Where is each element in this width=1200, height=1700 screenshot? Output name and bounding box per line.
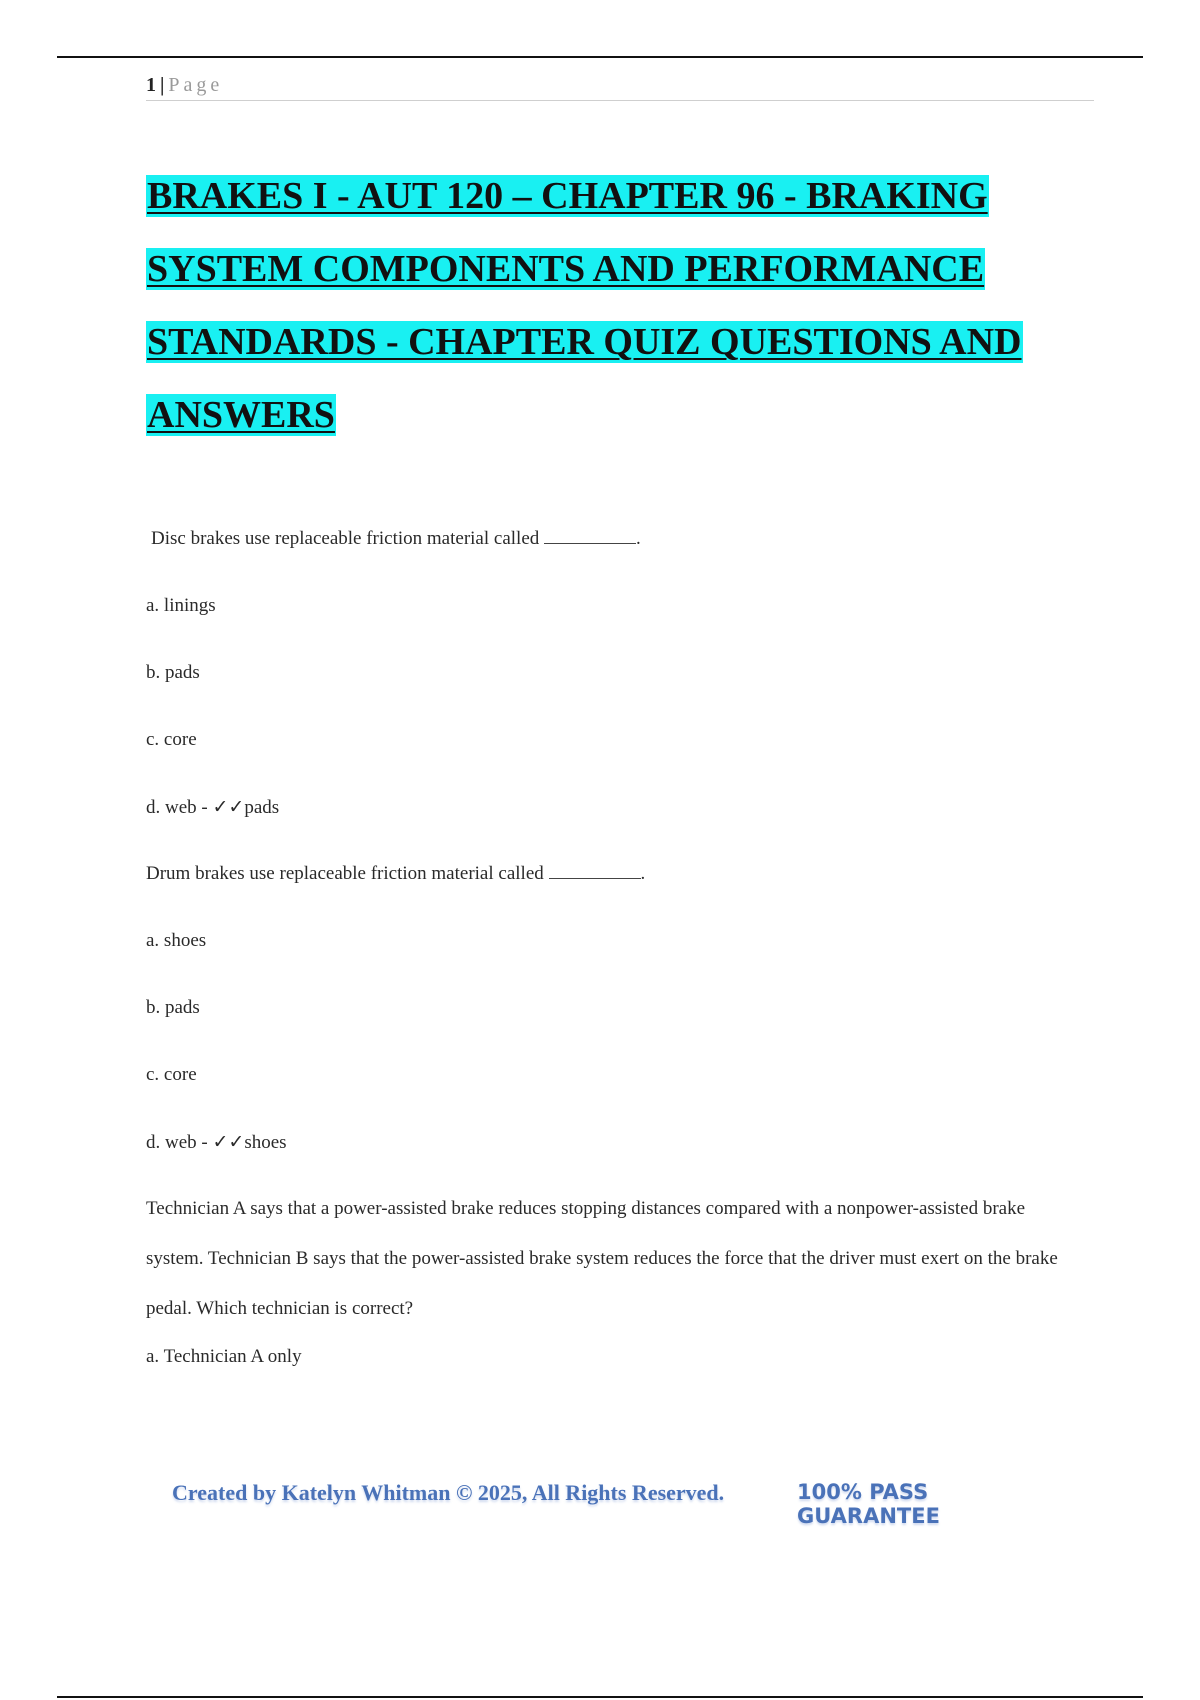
page-separator: | bbox=[160, 74, 165, 96]
footer-guarantee: 100% PASS GUARANTEE bbox=[797, 1480, 940, 1528]
page-number: 1 bbox=[146, 74, 156, 96]
question-1: Disc brakes use replaceable friction material called . bbox=[151, 528, 641, 549]
question-2: Drum brakes use replaceable friction material called . bbox=[146, 863, 646, 884]
checkmark-icon: ✓✓ bbox=[212, 1131, 245, 1153]
question-2-option-d-text: d. web - bbox=[146, 1132, 213, 1153]
question-1-option-a: a. linings bbox=[146, 595, 216, 616]
question-2-answer: shoes bbox=[244, 1132, 287, 1153]
document-title-text: BRAKES I - AUT 120 – CHAPTER 96 - BRAKING SYSTEM COMPONENTS AND PERFORMANCE STANDARDS - CHAPTER QUIZ QUESTIONS AND ANSWERS bbox=[147, 175, 1022, 436]
page-label: Page bbox=[168, 74, 224, 96]
page-footer bbox=[172, 1480, 1072, 1528]
question-2-option-c: c. core bbox=[146, 1064, 197, 1085]
question-2-option-b: b. pads bbox=[146, 997, 200, 1018]
footer-credit: Created by Katelyn Whitman © 2025, All Rights Reserved. bbox=[172, 1480, 725, 1505]
question-2-prompt: Drum brakes use replaceable friction material called bbox=[146, 863, 544, 884]
question-1-option-c: c. core bbox=[146, 729, 197, 750]
bottom-border-rule bbox=[57, 1696, 1143, 1698]
question-3-prompt: Technician A says that a power-assisted brake reduces stopping distances compared with a nonpower-assisted brake system. Technician B says that the power-assisted brake system reduces the force that the driver must exert on the brake pedal. Which technician is correct? bbox=[146, 1198, 1058, 1319]
question-1-option-d bbox=[146, 792, 1086, 859]
question-1-prompt: Disc brakes use replaceable friction material called bbox=[151, 528, 540, 549]
question-1-answer: pads bbox=[244, 797, 280, 818]
question-3-option-a: a. Technician A only bbox=[146, 1346, 302, 1367]
checkmark-icon: ✓✓ bbox=[212, 796, 245, 818]
answer-blank bbox=[544, 527, 636, 544]
question-1-option-b: b. pads bbox=[146, 662, 200, 683]
question-1-option-d-text: d. web - bbox=[146, 797, 213, 818]
page-header bbox=[146, 72, 1094, 101]
document-title bbox=[146, 160, 1086, 452]
answer-blank bbox=[549, 862, 641, 879]
quiz-content bbox=[146, 524, 1086, 1409]
question-2-option-a: a. shoes bbox=[146, 930, 207, 951]
top-border-rule bbox=[57, 56, 1143, 58]
